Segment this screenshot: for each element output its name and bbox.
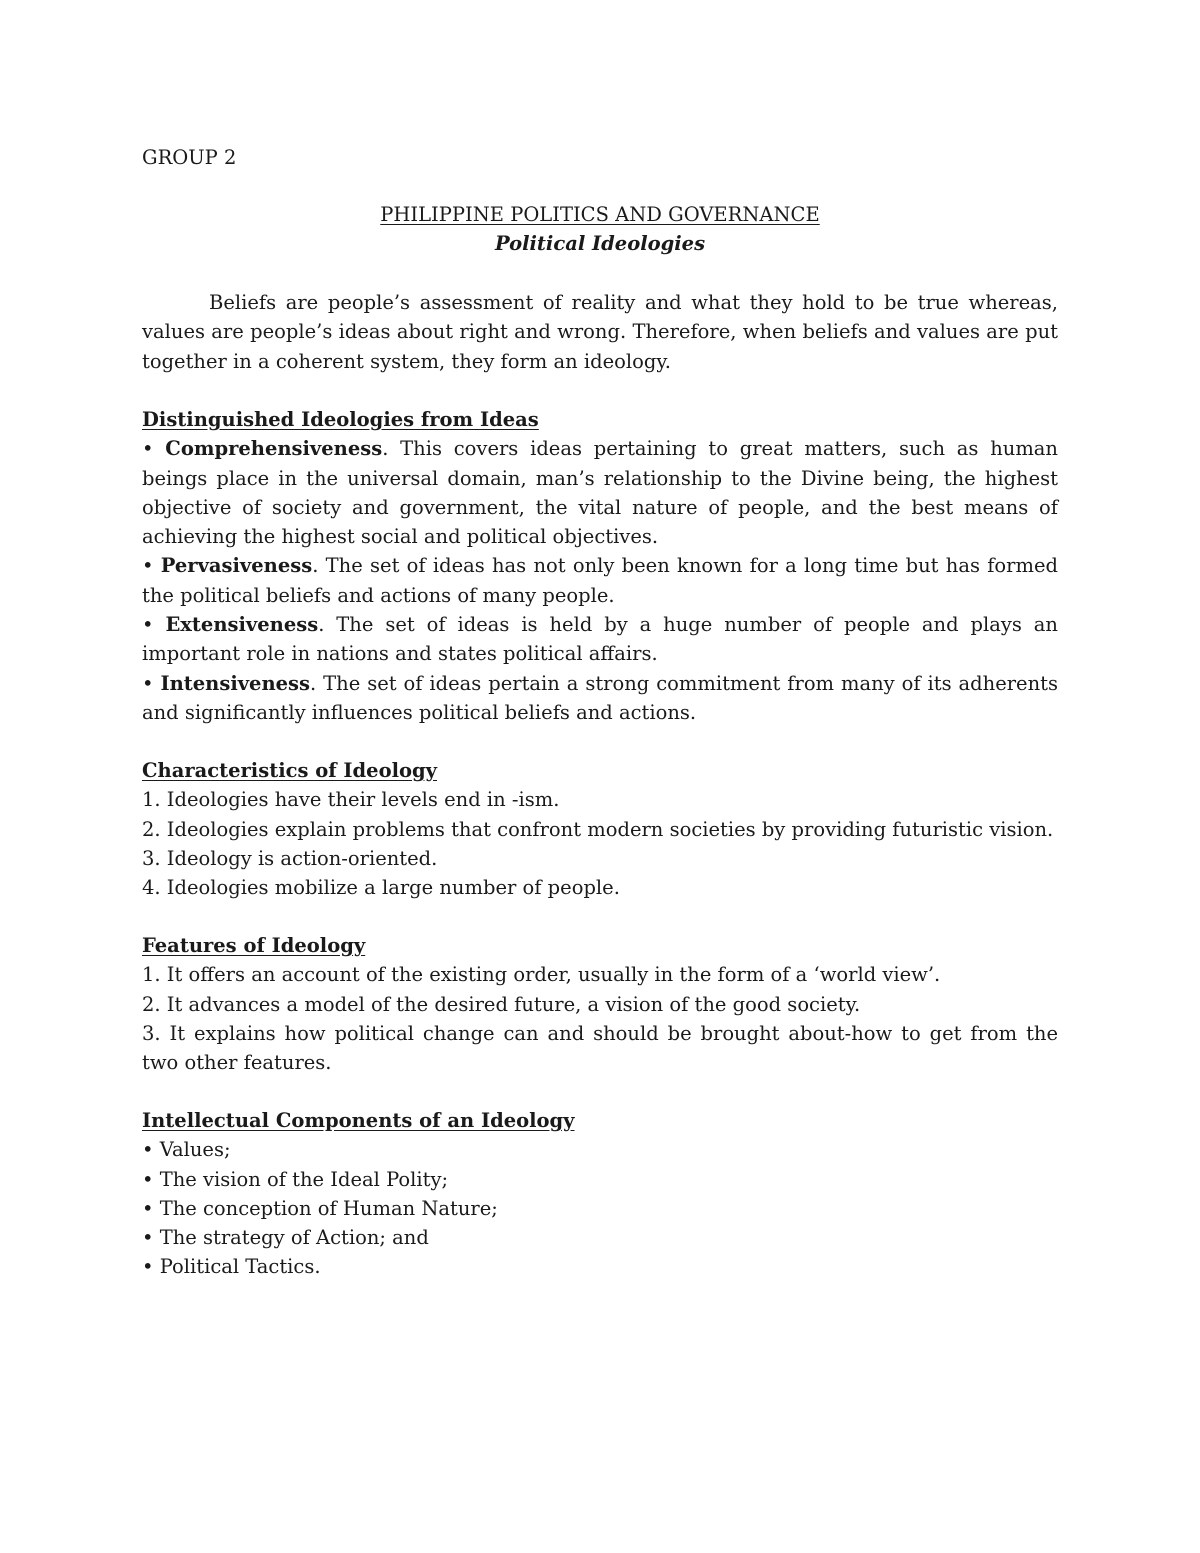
item-text: . The set of ideas has not only been known for a long time but has formed the political beliefs and actions of many people. (142, 554, 1058, 607)
list-item (142, 551, 1058, 610)
list-item: • The vision of the Ideal Polity; (142, 1167, 449, 1191)
section-heading: Distinguished Ideologies from Ideas (142, 408, 539, 431)
item-term: Intensiveness (160, 671, 311, 695)
section-characteristics (142, 756, 1058, 902)
list-item: 3. It explains how political change can and should be brought about-how to get from the two other features. (142, 1021, 1058, 1075)
list-item: 1. It offers an account of the existing order, usually in the form of a ‘world view’. (142, 963, 941, 987)
list-item (142, 434, 1058, 551)
list-item: • The conception of Human Nature; (142, 1196, 498, 1220)
list-item: 2. Ideologies explain problems that confront modern societies by providing futuristic vision. (142, 817, 1054, 841)
document-subtitle: Political Ideologies (494, 232, 706, 256)
item-term: Extensiveness (165, 613, 319, 637)
section-distinguished-ideologies (142, 405, 1058, 727)
group-label: GROUP 2 (142, 146, 237, 169)
list-item: • Political Tactics. (142, 1255, 321, 1279)
section-heading: Features of Ideology (142, 934, 366, 957)
list-item: • The strategy of Action; and (142, 1226, 429, 1250)
item-text: . The set of ideas pertain a strong commitment from many of its adherents and significantly influences political beliefs and actions. (142, 671, 1058, 724)
title-block (142, 200, 1058, 259)
section-heading: Intellectual Components of an Ideology (142, 1109, 575, 1132)
item-text: . This covers ideas pertaining to great matters, such as human beings place in the universal domain, man’s relationship to the Divine being, the highest objective of society and government, the vital nature of people, and the best means of achieving the highest social and political objectives. (142, 437, 1058, 549)
section-heading: Characteristics of Ideology (142, 759, 437, 782)
intro-paragraph: Beliefs are people’s assessment of reality and what they hold to be true whereas, values are people’s ideas about right and wrong. Therefore, when beliefs and values are put together in a coherent system, they form an ideology. (142, 291, 1058, 373)
bullet: • (142, 437, 154, 461)
bullet: • (142, 613, 154, 637)
section-features (142, 931, 1058, 1077)
section-intellectual-components (142, 1106, 1058, 1282)
item-term: Comprehensiveness (165, 437, 383, 461)
item-text: . The set of ideas is held by a huge number of people and plays an important role in nations and states political affairs. (142, 613, 1058, 666)
list-item (142, 610, 1058, 669)
list-item: 4. Ideologies mobilize a large number of people. (142, 876, 620, 900)
item-term: Pervasiveness (160, 554, 313, 578)
bullet: • (142, 671, 154, 695)
list-item: 2. It advances a model of the desired future, a vision of the good society. (142, 992, 861, 1016)
bullet: • (142, 554, 154, 578)
document-title: PHILIPPINE POLITICS AND GOVERNANCE (380, 203, 820, 226)
list-item: 3. Ideology is action-oriented. (142, 846, 438, 870)
list-item (142, 669, 1058, 728)
list-item: • Values; (142, 1138, 231, 1162)
list-item: 1. Ideologies have their levels end in -ism. (142, 788, 560, 812)
